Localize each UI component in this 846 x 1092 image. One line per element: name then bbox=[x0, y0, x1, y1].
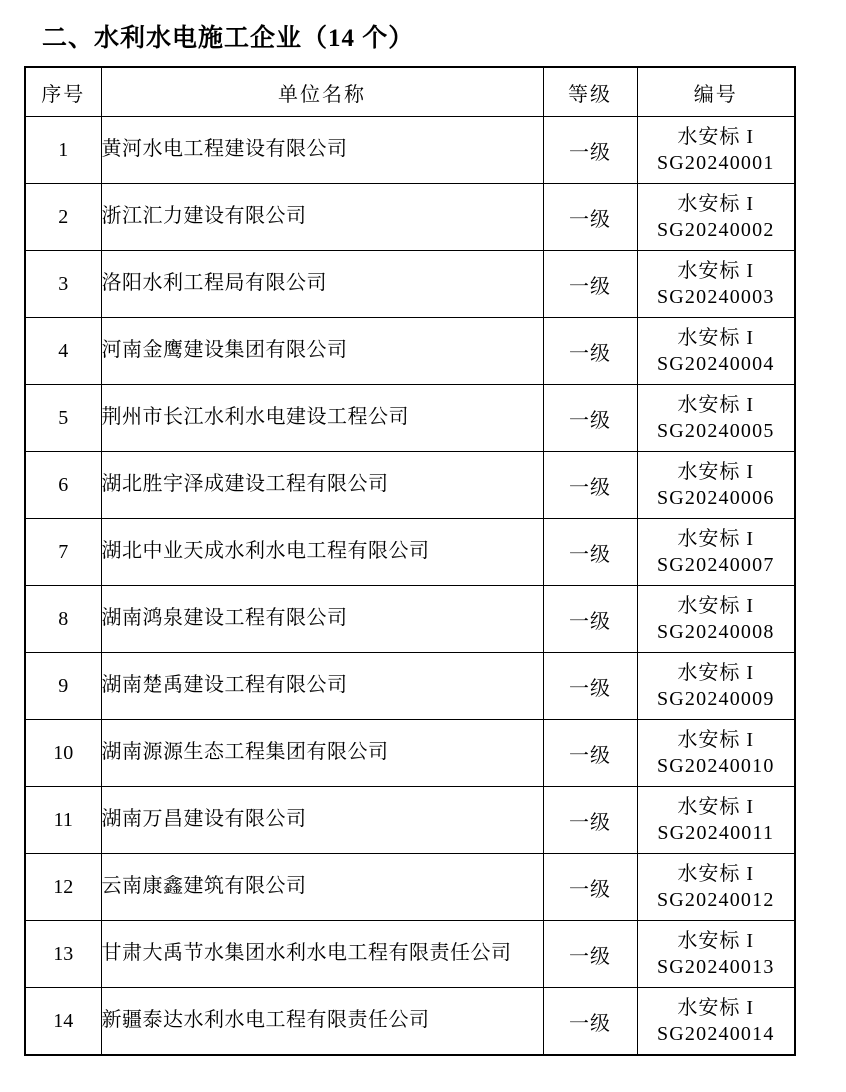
table-row bbox=[25, 117, 795, 184]
cell-index: 11 bbox=[25, 787, 101, 854]
code-number: SG20240003 bbox=[656, 286, 775, 308]
column-header-level: 等级 bbox=[543, 67, 637, 117]
cell-code bbox=[637, 988, 795, 1056]
cell-code bbox=[637, 251, 795, 318]
cell-level: 一级 bbox=[543, 184, 637, 251]
cell-company-name: 湖南源源生态工程集团有限公司 bbox=[101, 720, 543, 787]
cell-company-name: 甘肃大禹节水集团水利水电工程有限责任公司 bbox=[101, 921, 543, 988]
table-row bbox=[25, 184, 795, 251]
cell-code bbox=[637, 921, 795, 988]
cell-code bbox=[637, 586, 795, 653]
cell-code bbox=[637, 385, 795, 452]
cell-code bbox=[637, 117, 795, 184]
cell-level: 一级 bbox=[543, 921, 637, 988]
cell-code bbox=[637, 720, 795, 787]
cell-code bbox=[637, 653, 795, 720]
code-prefix: 水安标 I bbox=[677, 930, 755, 952]
cell-code bbox=[637, 452, 795, 519]
code-number: SG20240001 bbox=[656, 152, 775, 174]
table-row bbox=[25, 385, 795, 452]
code-number: SG20240013 bbox=[656, 956, 775, 978]
cell-index: 13 bbox=[25, 921, 101, 988]
code-number: SG20240014 bbox=[656, 1023, 775, 1045]
cell-index: 2 bbox=[25, 184, 101, 251]
cell-code bbox=[637, 519, 795, 586]
cell-level: 一级 bbox=[543, 787, 637, 854]
code-prefix: 水安标 I bbox=[677, 729, 755, 751]
code-prefix: 水安标 I bbox=[677, 997, 755, 1019]
cell-index: 7 bbox=[25, 519, 101, 586]
column-header-index: 序号 bbox=[25, 67, 101, 117]
code-prefix: 水安标 I bbox=[677, 126, 755, 148]
code-number: SG20240008 bbox=[656, 621, 775, 643]
code-number: SG20240007 bbox=[656, 554, 775, 576]
cell-company-name: 浙江汇力建设有限公司 bbox=[101, 184, 543, 251]
code-number: SG20240004 bbox=[656, 353, 775, 375]
cell-index: 6 bbox=[25, 452, 101, 519]
cell-company-name: 云南康鑫建筑有限公司 bbox=[101, 854, 543, 921]
cell-company-name: 湖北胜宇泽成建设工程有限公司 bbox=[101, 452, 543, 519]
cell-index: 8 bbox=[25, 586, 101, 653]
table-row bbox=[25, 787, 795, 854]
cell-level: 一级 bbox=[543, 318, 637, 385]
cell-company-name: 新疆泰达水利水电工程有限责任公司 bbox=[101, 988, 543, 1056]
table-row bbox=[25, 720, 795, 787]
cell-level: 一级 bbox=[543, 720, 637, 787]
cell-company-name: 黄河水电工程建设有限公司 bbox=[101, 117, 543, 184]
table-row bbox=[25, 586, 795, 653]
cell-level: 一级 bbox=[543, 117, 637, 184]
table-row bbox=[25, 921, 795, 988]
table-row bbox=[25, 854, 795, 921]
enterprise-table bbox=[24, 66, 796, 1056]
code-prefix: 水安标 I bbox=[677, 796, 755, 818]
code-number: SG20240010 bbox=[656, 755, 775, 777]
cell-index: 4 bbox=[25, 318, 101, 385]
table-row bbox=[25, 988, 795, 1056]
cell-level: 一级 bbox=[543, 519, 637, 586]
cell-level: 一级 bbox=[543, 586, 637, 653]
code-prefix: 水安标 I bbox=[677, 327, 755, 349]
code-prefix: 水安标 I bbox=[677, 528, 755, 550]
cell-level: 一级 bbox=[543, 653, 637, 720]
cell-index: 10 bbox=[25, 720, 101, 787]
cell-index: 1 bbox=[25, 117, 101, 184]
table-header-row bbox=[25, 67, 795, 117]
cell-company-name: 湖南楚禹建设工程有限公司 bbox=[101, 653, 543, 720]
cell-company-name: 洛阳水利工程局有限公司 bbox=[101, 251, 543, 318]
code-number: SG20240005 bbox=[656, 420, 775, 442]
column-header-code: 编号 bbox=[637, 67, 795, 117]
code-number: SG20240002 bbox=[656, 219, 775, 241]
code-prefix: 水安标 I bbox=[677, 662, 755, 684]
cell-index: 14 bbox=[25, 988, 101, 1056]
cell-index: 12 bbox=[25, 854, 101, 921]
table-row bbox=[25, 251, 795, 318]
cell-company-name: 湖北中业天成水利水电工程有限公司 bbox=[101, 519, 543, 586]
code-prefix: 水安标 I bbox=[677, 193, 755, 215]
table-row bbox=[25, 318, 795, 385]
cell-level: 一级 bbox=[543, 988, 637, 1056]
cell-code bbox=[637, 854, 795, 921]
cell-code bbox=[637, 787, 795, 854]
code-number: SG20240009 bbox=[656, 688, 775, 710]
column-header-name: 单位名称 bbox=[101, 67, 543, 117]
cell-code bbox=[637, 184, 795, 251]
code-prefix: 水安标 I bbox=[677, 595, 755, 617]
code-number: SG20240006 bbox=[656, 487, 775, 509]
table-row bbox=[25, 519, 795, 586]
table-row bbox=[25, 653, 795, 720]
code-prefix: 水安标 I bbox=[677, 863, 755, 885]
table-body bbox=[25, 117, 795, 1056]
cell-level: 一级 bbox=[543, 251, 637, 318]
cell-index: 5 bbox=[25, 385, 101, 452]
cell-index: 9 bbox=[25, 653, 101, 720]
page-title: 二、水利水电施工企业（14 个） bbox=[42, 25, 415, 52]
table-row bbox=[25, 452, 795, 519]
cell-level: 一级 bbox=[543, 854, 637, 921]
code-prefix: 水安标 I bbox=[677, 394, 755, 416]
cell-company-name: 荆州市长江水利水电建设工程公司 bbox=[101, 385, 543, 452]
cell-company-name: 湖南万昌建设有限公司 bbox=[101, 787, 543, 854]
table-header bbox=[25, 67, 795, 117]
code-number: SG20240012 bbox=[656, 889, 775, 911]
cell-company-name: 河南金鹰建设集团有限公司 bbox=[101, 318, 543, 385]
cell-index: 3 bbox=[25, 251, 101, 318]
cell-company-name: 湖南鸿泉建设工程有限公司 bbox=[101, 586, 543, 653]
cell-level: 一级 bbox=[543, 452, 637, 519]
cell-code bbox=[637, 318, 795, 385]
code-prefix: 水安标 I bbox=[677, 260, 755, 282]
cell-level: 一级 bbox=[543, 385, 637, 452]
code-prefix: 水安标 I bbox=[677, 461, 755, 483]
code-number: SG20240011 bbox=[657, 822, 775, 844]
